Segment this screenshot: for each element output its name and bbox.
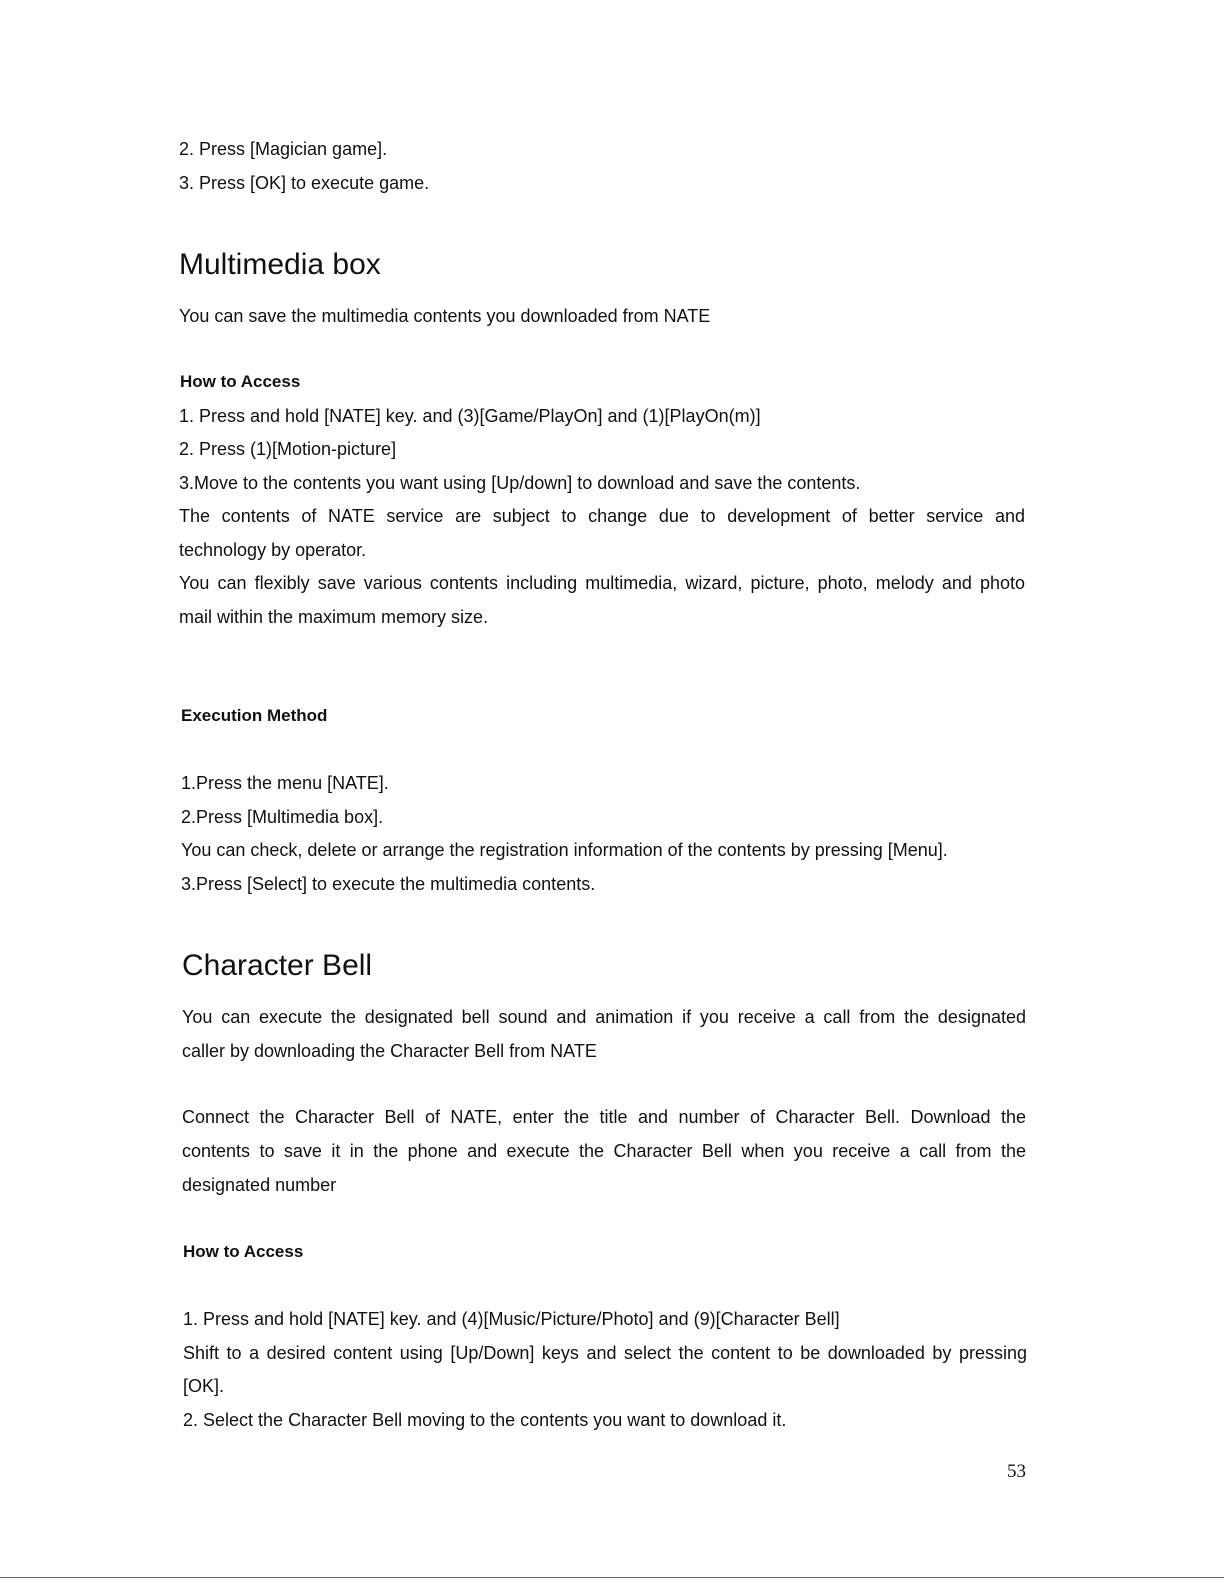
body-line: Shift to a desired content using [Up/Down] keys and select the content to be downloaded by pressing	[183, 1343, 1027, 1363]
body-line: 1.Press the menu [NATE].	[181, 773, 389, 793]
body-line: caller by downloading the Character Bell from NATE	[182, 1041, 597, 1061]
subheading-execution-method: Execution Method	[181, 706, 328, 725]
section-intro: You can save the multimedia contents you downloaded from NATE	[179, 306, 711, 326]
body-line: 2. Press (1)[Motion-picture]	[179, 439, 397, 459]
body-line: You can check, delete or arrange the registration information of the contents by pressing [Menu].	[181, 840, 948, 860]
step-line: 3. Press [OK] to execute game.	[179, 173, 430, 193]
body-line: designated number	[182, 1175, 337, 1195]
step-line: 2. Press [Magician game].	[179, 139, 388, 159]
section-heading-multimedia-box: Multimedia box	[179, 248, 381, 281]
body-line: technology by operator.	[179, 540, 367, 560]
body-line: You can execute the designated bell sound and animation if you receive a call from the designated	[182, 1007, 1026, 1027]
body-line: 3.Press [Select] to execute the multimedia contents.	[181, 874, 596, 894]
body-line: 3.Move to the contents you want using [Up/down] to download and save the contents.	[179, 473, 861, 493]
body-line: [OK].	[183, 1376, 225, 1396]
body-line: mail within the maximum memory size.	[179, 607, 489, 627]
body-line: 1. Press and hold [NATE] key. and (3)[Game/PlayOn] and (1)[PlayOn(m)]	[179, 406, 761, 426]
body-line: Connect the Character Bell of NATE, enter the title and number of Character Bell. Download the	[182, 1107, 1026, 1127]
section-heading-character-bell: Character Bell	[182, 949, 373, 982]
subheading-how-to-access: How to Access	[180, 372, 301, 391]
body-line: The contents of NATE service are subject to change due to development of better service and	[179, 506, 1025, 526]
body-line: You can flexibly save various contents including multimedia, wizard, picture, photo, melody and photo	[179, 573, 1025, 593]
page-bottom-rule	[0, 1577, 1224, 1578]
subheading-how-to-access: How to Access	[183, 1242, 304, 1261]
page-number: 53	[1007, 1461, 1026, 1482]
body-line: 2.Press [Multimedia box].	[181, 807, 384, 827]
body-line: 1. Press and hold [NATE] key. and (4)[Music/Picture/Photo] and (9)[Character Bell]	[183, 1309, 840, 1329]
body-line: 2. Select the Character Bell moving to the contents you want to download it.	[183, 1410, 787, 1430]
body-line: contents to save it in the phone and execute the Character Bell when you receive a call from the	[182, 1141, 1026, 1161]
